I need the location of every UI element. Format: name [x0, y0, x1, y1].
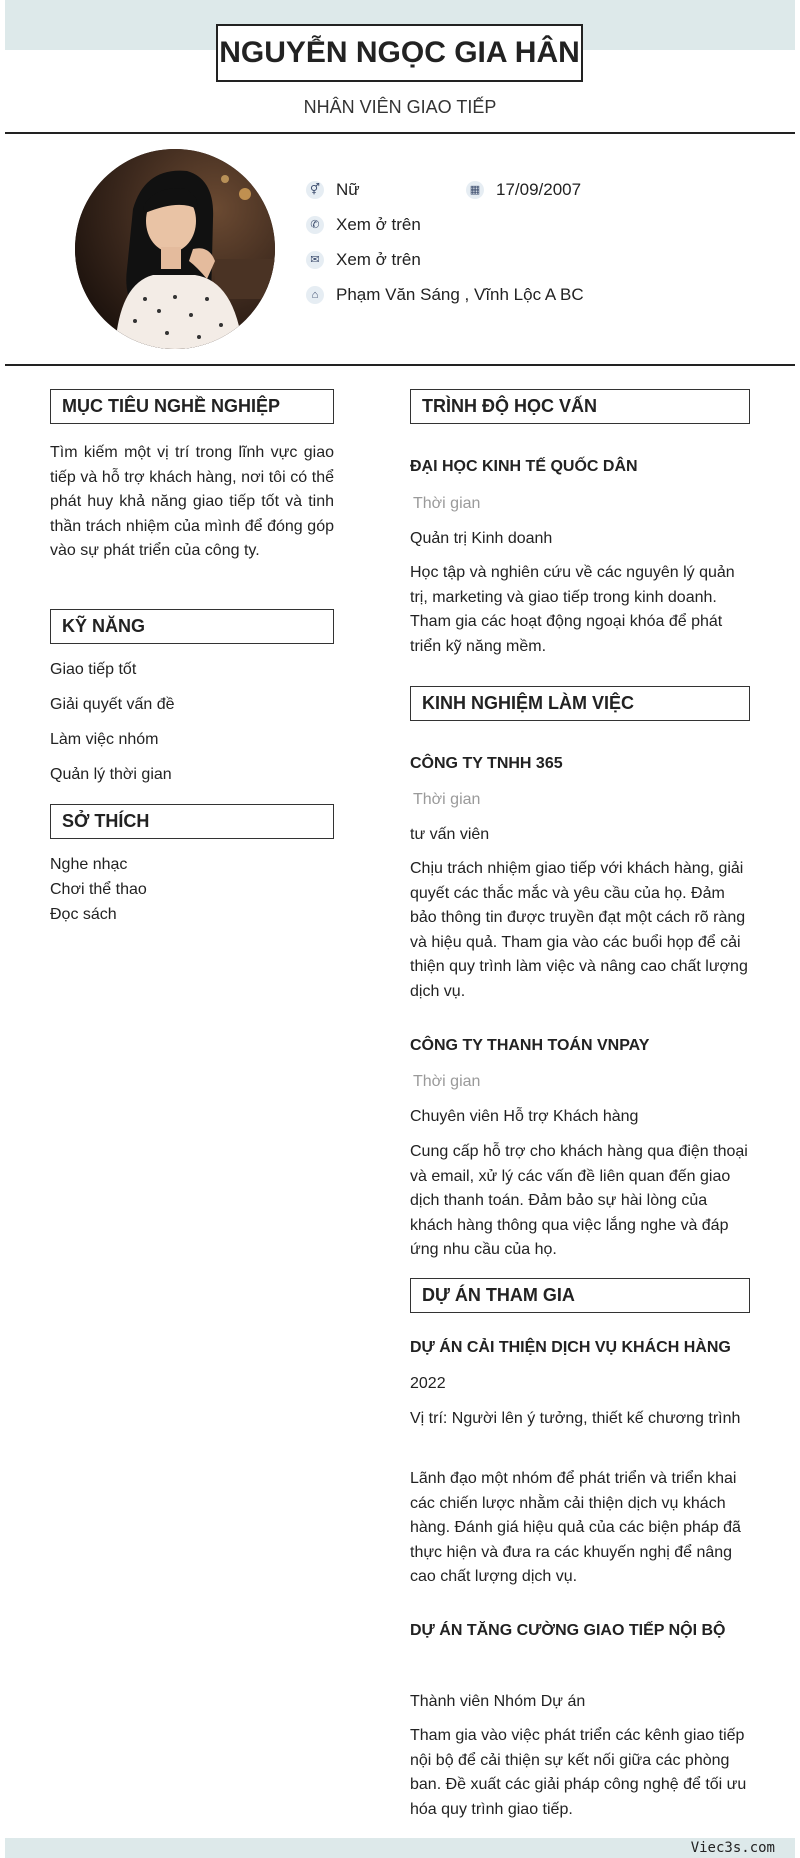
- avatar: [75, 149, 275, 349]
- info-dob: [466, 180, 581, 200]
- gender-icon: ⚥: [306, 181, 324, 199]
- phone-value: Xem ở trên: [336, 215, 421, 234]
- objective-text: Tìm kiếm một vị trí trong lĩnh vực giao tiếp và hỗ trợ khách hàng, nơi tôi có thể phát huy khả năng giao tiếp tốt và tinh thần trách nhiệm của mình để đóng góp vào sự phát triển của công ty.: [50, 444, 334, 560]
- project-title: DỰ ÁN CẢI THIỆN DỊCH VỤ KHÁCH HÀNG: [410, 1339, 731, 1356]
- skill-item: Quản lý thời gian: [50, 766, 172, 783]
- dob-value: 17/09/2007: [496, 180, 582, 199]
- info-address: [306, 285, 584, 305]
- gender-value: Nữ: [336, 180, 360, 199]
- footer-band: [5, 1838, 795, 1858]
- skills-heading: KỸ NĂNG: [50, 609, 334, 644]
- experience-role: Chuyên viên Hỗ trợ Khách hàng: [410, 1108, 639, 1125]
- project-title: DỰ ÁN TĂNG CƯỜNG GIAO TIẾP NỘI BỘ: [410, 1622, 726, 1639]
- skill-item: Làm việc nhóm: [50, 731, 159, 748]
- home-icon: ⌂: [306, 286, 324, 304]
- experience-company: CÔNG TY THANH TOÁN VNPAY: [410, 1037, 650, 1054]
- projects-heading: DỰ ÁN THAM GIA: [410, 1278, 750, 1313]
- experience-company: CÔNG TY TNHH 365: [410, 755, 563, 772]
- project-role: Vị trí: Người lên ý tưởng, thiết kế chương trình: [410, 1410, 741, 1427]
- education-time: Thời gian: [413, 495, 481, 512]
- objective-heading: MỤC TIÊU NGHỀ NGHIỆP: [50, 389, 334, 424]
- phone-icon: ✆: [306, 216, 324, 234]
- job-title: NHÂN VIÊN GIAO TIẾP: [303, 97, 497, 117]
- project-role: Thành viên Nhóm Dự án: [410, 1693, 586, 1710]
- email-value: Xem ở trên: [336, 250, 421, 269]
- education-heading: TRÌNH ĐỘ HỌC VẤN: [410, 389, 750, 424]
- calendar-icon: ▦: [466, 181, 484, 199]
- skill-item: Giao tiếp tốt: [50, 661, 137, 678]
- experience-heading: KINH NGHIỆM LÀM VIỆC: [410, 686, 750, 721]
- project-desc: Lãnh đạo một nhóm để phát triển và triển khai các chiến lược nhằm cải thiện dịch vụ khách hàng. Đánh giá hiệu quả của các biện pháp đã thực hiện và đưa ra các khuyến nghị để nâng cao chất lượng dịch vụ.: [410, 1470, 741, 1586]
- experience-time: Thời gian: [413, 1073, 481, 1090]
- footer-watermark: Viec3s.com: [690, 1840, 775, 1856]
- info-gender: [306, 180, 360, 200]
- full-name: NGUYỄN NGỌC GIA HÂN: [216, 24, 583, 82]
- divider-top: [5, 132, 795, 134]
- mail-icon: ✉: [306, 251, 324, 269]
- experience-role: tư vấn viên: [410, 826, 490, 843]
- hobbies-heading: SỞ THÍCH: [50, 804, 334, 839]
- experience-desc: Cung cấp hỗ trợ cho khách hàng qua điện thoại và email, xử lý các vấn đề liên quan đến giao dịch thanh toán. Đảm bảo sự hài lòng của khách hàng thông qua việc lắng nghe và đáp ứng nhu cầu của họ.: [410, 1143, 748, 1259]
- info-phone: [306, 215, 421, 235]
- hobby-item: Đọc sách: [50, 906, 117, 923]
- experience-desc: Chịu trách nhiệm giao tiếp với khách hàng, giải quyết các thắc mắc và yêu cầu của họ. Đảm bảo thông tin được truyền đạt một cách rõ ràng và hiệu quả. Tham gia vào các buổi họp để cải thiện quy trình làm việc và nâng cao chất lượng dịch vụ.: [410, 860, 748, 1000]
- divider-profile: [5, 364, 795, 366]
- education-desc: Học tập và nghiên cứu về các nguyên lý quản trị, marketing và giao tiếp trong kinh doanh. Tham gia các hoạt động ngoại khóa để phát triển kỹ năng mềm.: [410, 564, 735, 655]
- project-time: 2022: [410, 1375, 446, 1392]
- project-desc: Tham gia vào việc phát triển các kênh giao tiếp nội bộ để cải thiện sự kết nối giữa các phòng ban. Đề xuất các giải pháp công nghệ để tối ưu hóa quy trình giao tiếp.: [410, 1727, 747, 1818]
- education-major: Quản trị Kinh doanh: [410, 530, 553, 547]
- address-value: Phạm Văn Sáng , Vĩnh Lộc A BC: [336, 285, 584, 304]
- info-email: [306, 250, 421, 270]
- experience-time: Thời gian: [413, 791, 481, 808]
- skill-item: Giải quyết vấn đề: [50, 696, 175, 713]
- avatar-photo: [75, 149, 275, 349]
- hobby-item: Chơi thể thao: [50, 881, 147, 898]
- education-school: ĐẠI HỌC KINH TẾ QUỐC DÂN: [410, 458, 638, 475]
- hobby-item: Nghe nhạc: [50, 856, 128, 873]
